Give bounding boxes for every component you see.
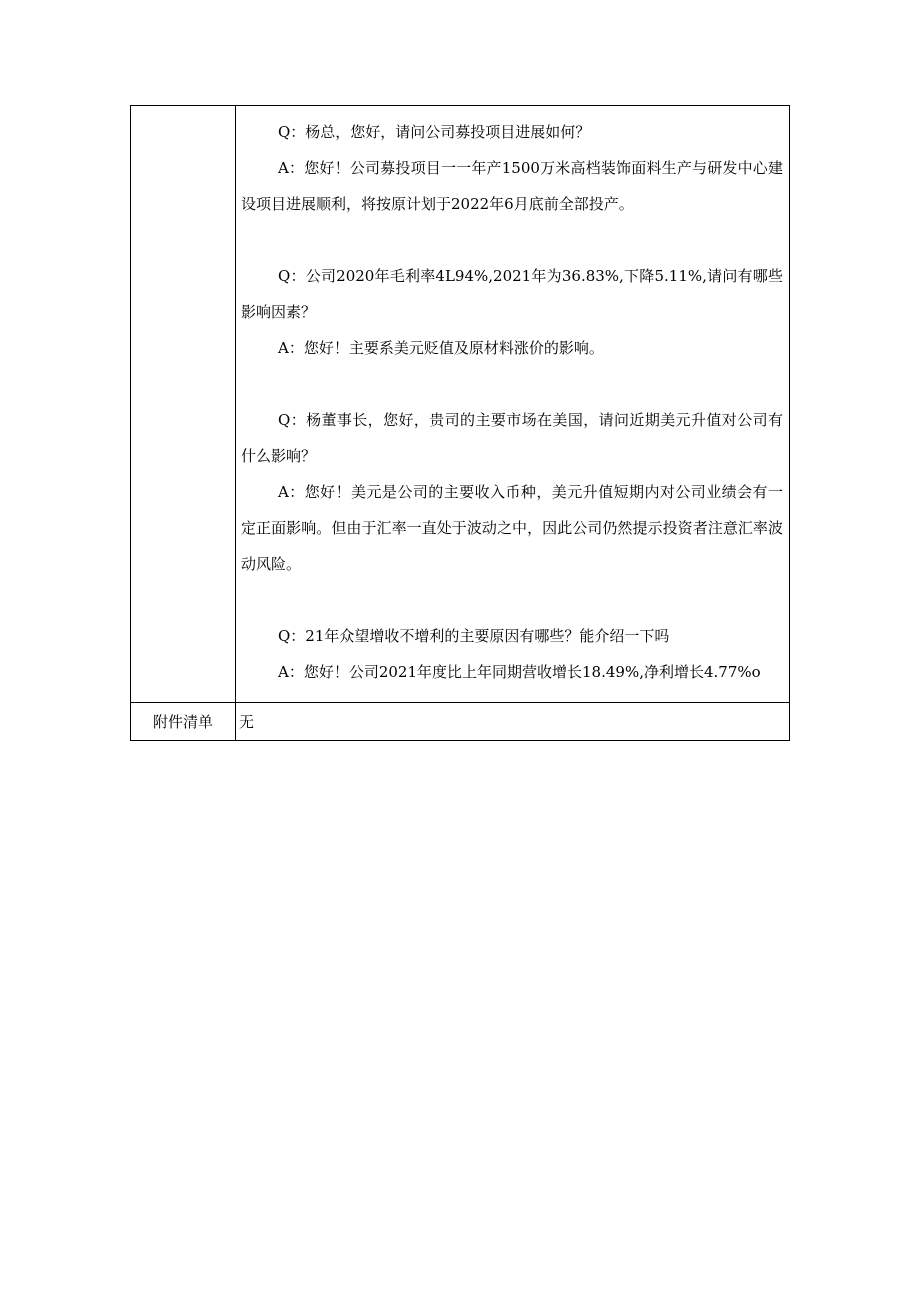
qa-item xyxy=(241,402,783,582)
question-text: Q：21年众望增收不增利的主要原因有哪些？能介绍一下吗 xyxy=(278,627,670,645)
answer-text: A：您好！主要系美元贬值及原材料涨价的影响。 xyxy=(278,339,604,357)
qa-row-label-cell xyxy=(131,106,236,702)
attachment-value: 无 xyxy=(239,713,255,731)
attachment-label: 附件清单 xyxy=(131,703,236,740)
qa-item xyxy=(241,618,783,690)
qa-item xyxy=(241,114,783,222)
question-text: Q：杨董事长，您好，贵司的主要市场在美国，请问近期美元升值对公司有什么影响？ xyxy=(241,411,783,465)
question-text: Q：公司2020年毛利率4L94%,2021年为36.83%,下降5.11%,请问有哪些影响因素？ xyxy=(241,267,783,321)
attachment-row xyxy=(131,702,789,740)
qa-item xyxy=(241,258,783,366)
qa-content-cell xyxy=(236,106,789,702)
answer-text: A：您好！美元是公司的主要收入币种，美元升值短期内对公司业绩会有一定正面影响。但由于汇率一直处于波动之中，因此公司仍然提示投资者注意汇率波动风险。 xyxy=(241,483,783,573)
qa-row xyxy=(131,106,789,702)
record-table xyxy=(130,105,790,741)
answer-text: A：您好！公司2021年度比上年同期营收增长18.49%,净利增长4.77%o xyxy=(278,663,761,681)
question-text: Q：杨总，您好，请问公司募投项目进展如何？ xyxy=(278,123,591,141)
answer-text: A：您好！公司募投项目一一年产1500万米高档装饰面料生产与研发中心建设项目进展顺利，将按原计划于2022年6月底前全部投产。 xyxy=(241,159,783,213)
